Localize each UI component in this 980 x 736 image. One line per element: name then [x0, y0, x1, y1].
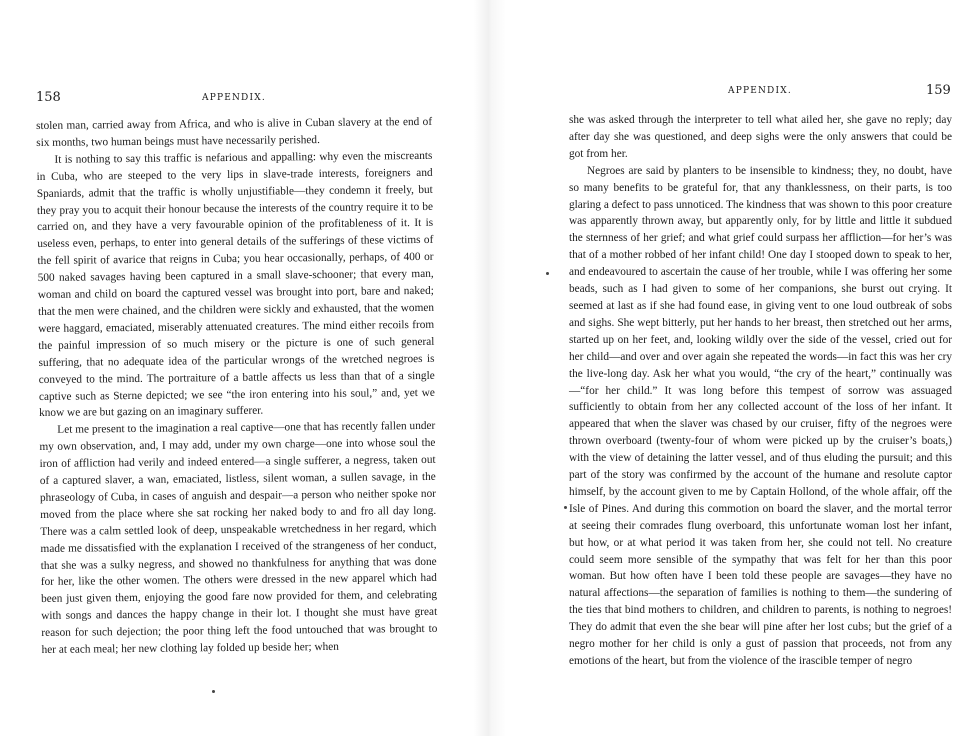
paragraph: It is nothing to say this traffic is nefarious and appalling: why even the miscreants in Cuba, who are steeped to the very lips in slave-trade interests, foreigners and Spaniards, admit that the traffic is wholly unjustifiable—they condemn it freely, but they pray you to acquit their honour because the interests of the country require it to be carried on, and they have a very favourable opinion of the profitableness of it. It is useless even, perhaps, to enter into general details of the sufferings of these victims of the fell spirit of avarice that reigns in Cuba; you hear occasionally, perhaps, of 400 or 500 naked savages having been captured in a small slave-schooner; that every man, woman and child on board the captured vessel was brought into port, bare and naked; that the men were chained, and the children were sickly and exhausted, that the women were haggard, emaciated, miserably attenuated creatures. The mind either recoils from the painful impression of so much misery or the picture is one of such general suffering, that no adequate idea of the particular wrongs of the wretched negroes is conveyed to the mind. The portraiture of a battle affects us less than that of a single captive such as Sterne depicted; we see “the iron entering into his soul,” and, yet we know we are but gazing on an imaginary sufferer. [36, 149, 435, 420]
body-text [36, 114, 438, 659]
page-number: 158 [36, 90, 61, 105]
right-page [500, 0, 980, 736]
running-head: APPENDIX. [202, 93, 266, 103]
left-page [0, 0, 480, 736]
running-head: APPENDIX. [728, 86, 792, 96]
paragraph: stolen man, carried away from Africa, and who is alive in Cuban slavery at the end of six months, two human beings must have necessarily perished. [36, 115, 433, 149]
page-number: 159 [926, 83, 951, 98]
paragraph: Negroes are said by planters to be insensible to kindness; they, no doubt, have so many benefits to be grateful for, that any thanklessness, on their parts, is too glaring a defect to pass unnoticed. The kindness that was shown to this poor creature was apparently thrown away, but apparently only, for by little and little it subdued the sternness of her grief; and what grief could surpass her affliction—for her’s was that of a mother robbed of her infant child! One day I stooped down to speak to her, and endeavoured to ascertain the cause of her trouble, while I was offering her some beads, such as I had given to some of her companions, she burst out crying. It seemed at last as if she had found ease, in giving vent to one loud outbreak of sobs and sighs. She wept bitterly, put her hands to her breast, then stretched out her arms, started up on her feet, and, looking wildly over the side of the vessel, cried out for her child—and over and over again she repeated the words—in fact this was her cry the live-long day. Ask her what you would, “the cry of the heart,” continually was—“for her child.” It was long before this tempest of sorrow was assuaged sufficiently to obtain from her any collected account of the loss of her infant. It appeared that when the slaver was chased by our cruiser, fifty of the negroes were thrown overboard (twenty-four of whom were picked up by the cruiser’s boats,) with the view of detaining the latter vessel, and of thus eluding the pursuit; and this part of the story was confirmed by the account of the humane and resolute captor himself, by the account given to me by Captain Hollond, of the whole affair, off the Isle of Pines. And during this commotion on board the slaver, and the mortal terror at seeing their comrades flung overboard, this unfortunate woman lost her infant, but how, or at what period it was taken from her, she could not tell. No creature could seem more sensible of the sympathy that was felt for her than this poor woman. But how often have I been told these people are savages—they have no natural affections—the separation of families is nothing to them—the sundering of the ties that bind mothers to children, and children to parents, is nothing to negroes! They do admit that even the she bear will pine after her lost cubs; but the grief of a negro mother for her child is only a gust of passion that proceeds, not from any emotions of the heart, but from the violence of the irascible temper of negro [569, 164, 952, 667]
body-text [569, 112, 952, 670]
ink-speck [564, 506, 567, 509]
ink-speck [546, 272, 549, 275]
paragraph: she was asked through the interpreter to tell what ailed her, she gave no reply; day after day she was questioned, and deep sighs were the only answers that could be got from her. [569, 114, 952, 160]
ink-speck [212, 690, 215, 693]
paragraph: Let me present to the imagination a real captive—one that has recently fallen under my own observation, and, I may add, under my own charge—one into whose soul the iron of affliction had verily and indeed entered—a single sufferer, a negress, taken out of a captured slaver, a wan, emaciated, listless, silent woman, a sullen savage, in the phraseology of Cuba, in cases of anguish and despair—a person who neither spoke nor moved from the place where she sat rocking her naked body to and fro all day long. There was a calm settled look of deep, unspeakable wretchedness in her regard, which made me dissatisfied with the explanation I received of the strangeness of her conduct, that she was a sulky negress, and showed no thankfulness for anything that was done for her, like the other women. The others were dressed in the new apparel which had been just given them, enjoying the good fare now provided for them, and celebrating with songs and dances the happy change in their lot. I thought she must have great reason for such dejection; the poor thing left the food untouched that was brought to her at each meal; her new clothing lay folded up beside her; when [39, 420, 438, 657]
